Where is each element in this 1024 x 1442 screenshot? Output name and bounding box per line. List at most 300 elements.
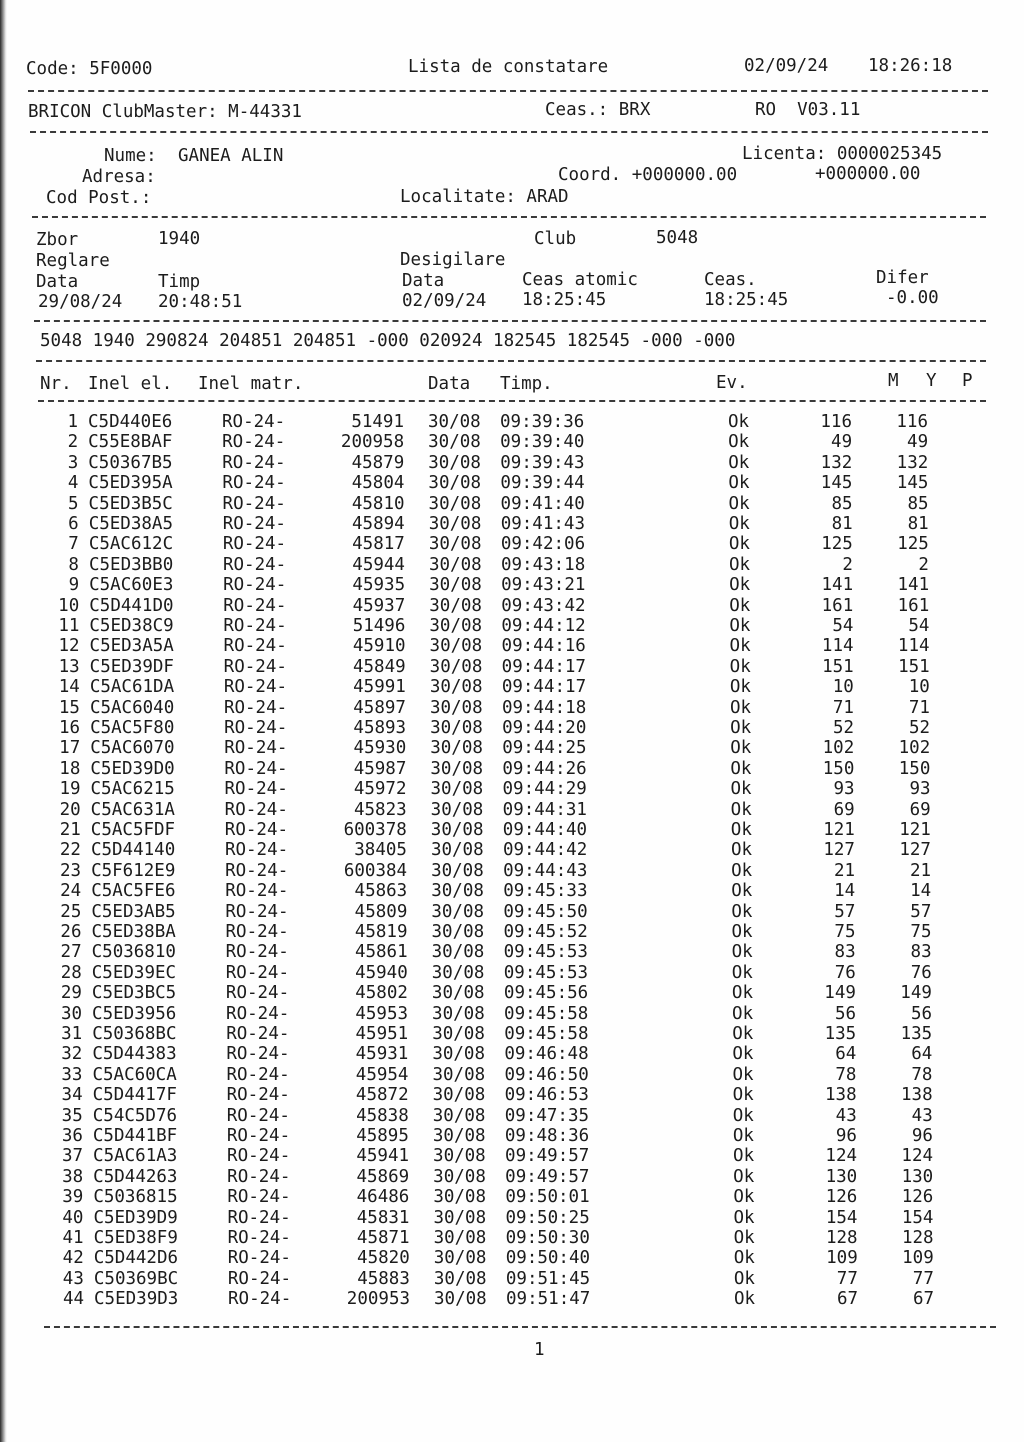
cell-y: 102: [898, 738, 931, 759]
cell-inel-matr-number: 45838: [356, 1105, 409, 1126]
cell-timp: 09:45:53: [503, 962, 589, 983]
cell-data: 30/08: [430, 840, 484, 861]
cell-m: 81: [831, 514, 853, 534]
cell-ev: Ok: [728, 473, 750, 494]
cell-nr: 29: [60, 983, 82, 1004]
difer-label: Difer: [876, 268, 929, 288]
cell-data: 30/08: [433, 1248, 487, 1269]
cell-nr: 22: [59, 840, 81, 861]
table-row: [0, 759, 1024, 779]
cell-inel-matr-number: 45872: [355, 1085, 409, 1106]
table-row: [0, 718, 1024, 738]
cell-inel-matr-prefix: RO-24-: [225, 922, 289, 942]
cell-y: 14: [910, 881, 932, 902]
cell-m: 14: [834, 881, 856, 902]
cell-inel-matr-number: 45937: [352, 595, 406, 616]
cod-post-label: Cod Post.:: [46, 188, 152, 208]
table-row: [0, 881, 1024, 901]
page-number: 1: [534, 1340, 545, 1360]
cell-nr: 39: [62, 1187, 84, 1208]
divider: [32, 216, 986, 218]
cell-m: 125: [821, 534, 853, 555]
cell-data: 30/08: [431, 922, 485, 942]
cell-timp: 09:44:17: [501, 656, 586, 677]
cell-timp: 09:44:43: [503, 860, 588, 881]
cell-ev: Ok: [730, 820, 752, 840]
cell-y: 54: [908, 616, 930, 636]
cell-nr: 34: [61, 1085, 83, 1106]
club-label: Club: [534, 229, 577, 249]
cell-data: 30/08: [431, 983, 485, 1004]
cell-ev: Ok: [731, 922, 753, 942]
cell-inel-matr-prefix: RO-24-: [223, 575, 287, 596]
cell-y: 127: [899, 840, 931, 861]
table-row: [0, 1208, 1024, 1228]
col-header-inel-el: Inel el.: [88, 374, 173, 394]
cell-inel-matr-prefix: RO-24-: [223, 636, 287, 657]
cell-ev: Ok: [729, 697, 752, 718]
cell-y: 138: [901, 1085, 933, 1106]
cell-nr: 18: [59, 758, 81, 779]
cell-inel-matr-prefix: RO-24-: [227, 1166, 291, 1187]
cell-data: 30/08: [431, 881, 484, 902]
cell-y: 150: [898, 758, 931, 779]
cell-ev: Ok: [731, 942, 753, 963]
cell-y: 83: [910, 942, 932, 963]
table-row: [0, 494, 1024, 514]
cell-inel-matr-prefix: RO-24-: [227, 1146, 291, 1167]
cell-inel-matr-number: 45809: [354, 901, 408, 922]
cell-m: 10: [832, 677, 854, 698]
col-header-inel-matr: Inel matr.: [198, 374, 304, 394]
table-row: [0, 1248, 1024, 1268]
ceas-label: Ceas.: [704, 270, 757, 290]
cell-m: 109: [826, 1248, 858, 1269]
cell-inel-matr-prefix: RO-24-: [226, 1064, 290, 1085]
cell-ev: Ok: [729, 595, 751, 616]
cell-inel-matr-number: 45863: [354, 881, 408, 902]
cell-data: 30/08: [428, 412, 481, 432]
cell-timp: 09:44:20: [502, 718, 587, 738]
cell-data: 30/08: [429, 677, 483, 698]
table-row: [0, 902, 1024, 922]
cell-inel-el: C5D440E6: [88, 412, 173, 432]
cell-inel-matr-number: 45871: [356, 1228, 410, 1248]
nume-label: Nume:: [104, 146, 157, 166]
cell-inel-matr-prefix: RO-24-: [225, 962, 289, 983]
cell-m: 43: [835, 1105, 857, 1126]
col-header-y: Y: [926, 371, 937, 391]
cell-ev: Ok: [728, 412, 750, 432]
cell-inel-matr-number: 45944: [352, 554, 405, 575]
cell-inel-matr-number: 45883: [357, 1268, 410, 1289]
cell-timp: 09:49:57: [505, 1166, 590, 1187]
cell-data: 30/08: [430, 799, 484, 820]
cell-inel-matr-prefix: RO-24-: [227, 1248, 291, 1269]
cell-inel-matr-prefix: RO-24-: [224, 840, 289, 861]
cell-inel-matr-prefix: RO-24-: [222, 473, 286, 494]
cell-inel-matr-prefix: RO-24-: [224, 718, 288, 738]
cell-timp: 09:44:18: [501, 697, 587, 718]
cell-data: 30/08: [432, 1085, 486, 1106]
cell-nr: 35: [61, 1105, 83, 1126]
cell-inel-matr-number: 45819: [354, 922, 408, 942]
cell-nr: 32: [61, 1044, 83, 1065]
cell-inel-matr-prefix: RO-24-: [224, 758, 288, 779]
licenta: Licenta: 0000025345: [742, 144, 943, 164]
adresa-label: Adresa:: [82, 167, 156, 187]
cell-m: 52: [833, 718, 855, 738]
cell-m: 96: [835, 1126, 857, 1146]
cell-nr: 24: [60, 881, 82, 902]
cell-y: 151: [898, 656, 930, 677]
cell-ev: Ok: [728, 452, 750, 473]
cell-m: 121: [823, 820, 855, 840]
cell-nr: 23: [60, 860, 82, 881]
cell-nr: 19: [59, 779, 81, 800]
cell-nr: 16: [59, 718, 81, 738]
cell-inel-matr-number: 45941: [356, 1146, 410, 1167]
cell-timp: 09:43:21: [501, 575, 586, 596]
cell-timp: 09:45:52: [503, 922, 588, 942]
cell-inel-el: C5AC60E3: [89, 575, 174, 596]
cell-data: 30/08: [431, 942, 485, 963]
table-row: [0, 1228, 1024, 1248]
cell-nr: 33: [61, 1064, 83, 1085]
cell-inel-el: C5D44383: [92, 1044, 177, 1065]
cell-ev: Ok: [733, 1146, 755, 1167]
cell-inel-matr-prefix: RO-24-: [225, 983, 290, 1004]
table-row: [0, 616, 1024, 636]
cell-data: 30/08: [429, 697, 483, 718]
cell-nr: 20: [59, 799, 81, 820]
table-row: [0, 514, 1024, 534]
cell-inel-matr-prefix: RO-24-: [223, 656, 287, 677]
cell-timp: 09:44:40: [502, 820, 588, 840]
cell-inel-el: C5D442D6: [93, 1248, 179, 1269]
nume-value: GANEA ALIN: [178, 146, 284, 166]
cell-inel-matr-prefix: RO-24-: [227, 1268, 292, 1289]
cell-inel-matr-number: 45991: [353, 677, 406, 698]
cell-inel-el: C5F612E9: [91, 860, 176, 881]
zbor-value: 1940: [158, 229, 201, 249]
cell-ev: Ok: [729, 616, 751, 636]
cell-data: 30/08: [429, 656, 483, 677]
cell-timp: 09:45:50: [503, 901, 588, 922]
firmware-version: RO V03.11: [755, 100, 861, 120]
cell-inel-matr-number: 45972: [353, 779, 407, 800]
cell-m: 116: [820, 412, 852, 432]
cell-m: 83: [834, 942, 856, 963]
table-row: [0, 983, 1024, 1003]
cell-m: 75: [834, 922, 856, 942]
cell-inel-matr-prefix: RO-24-: [224, 799, 288, 820]
cell-data: 30/08: [429, 595, 482, 616]
clock-id: Ceas.: BRX: [545, 100, 651, 120]
cell-inel-el: C5AC6070: [90, 738, 175, 759]
cell-ev: Ok: [730, 799, 752, 820]
cell-y: 141: [897, 575, 930, 596]
ceas-value: 18:25:45: [704, 290, 789, 310]
cell-m: 145: [820, 473, 853, 494]
divider: [36, 360, 986, 362]
col-header-p: P: [962, 371, 973, 391]
cell-timp: 09:44:17: [501, 677, 587, 698]
cell-m: 151: [822, 656, 854, 677]
cell-timp: 09:45:56: [503, 983, 589, 1004]
cell-inel-el: C5ED3BC5: [91, 983, 177, 1004]
cell-y: 71: [908, 697, 930, 718]
cell-ev: Ok: [728, 534, 750, 555]
cell-timp: 09:44:12: [501, 616, 586, 636]
cell-y: 81: [907, 514, 929, 534]
table-row: [0, 453, 1024, 473]
cell-inel-matr-number: 45954: [355, 1064, 409, 1085]
cell-inel-el: C5D441BF: [92, 1126, 178, 1146]
cell-ev: Ok: [732, 1024, 754, 1044]
cell-nr: 4: [67, 473, 79, 494]
cell-inel-matr-number: 45987: [353, 758, 407, 779]
cell-ev: Ok: [732, 1126, 754, 1146]
cell-inel-matr-number: 45869: [356, 1166, 410, 1187]
cell-inel-el: C5D44140: [90, 840, 176, 861]
cell-inel-matr-prefix: RO-24-: [223, 616, 287, 636]
cell-data: 30/08: [432, 1105, 486, 1126]
cell-timp: 09:49:57: [505, 1146, 590, 1167]
cell-nr: 27: [60, 942, 82, 963]
cell-inel-el: C50368BC: [92, 1024, 177, 1044]
table-row: [0, 596, 1024, 616]
code-label: Code: 5F0000: [26, 59, 153, 79]
cell-timp: 09:46:53: [504, 1085, 589, 1106]
cell-nr: 6: [68, 514, 79, 534]
table-row: [0, 1085, 1024, 1105]
cell-data: 30/08: [428, 452, 481, 473]
cell-inel-el: C50369BC: [93, 1268, 179, 1289]
cell-inel-matr-number: 200953: [346, 1289, 411, 1310]
cell-inel-el: C55E8BAF: [88, 432, 173, 453]
cell-ev: Ok: [733, 1207, 755, 1228]
divider: [38, 400, 986, 402]
header-time: 18:26:18: [868, 56, 953, 76]
cell-timp: 09:41:43: [500, 514, 585, 534]
cell-inel-matr-prefix: RO-24-: [223, 595, 287, 616]
cell-inel-matr-prefix: RO-24-: [224, 779, 288, 800]
cell-y: 121: [899, 820, 931, 840]
cell-inel-el: C5D44263: [93, 1166, 178, 1187]
cell-ev: Ok: [734, 1289, 756, 1310]
cell-data: 30/08: [433, 1146, 486, 1167]
cell-inel-el: C5036810: [91, 942, 176, 963]
cell-timp: 09:42:06: [500, 534, 586, 555]
cell-y: 132: [896, 452, 929, 473]
zbor-label: Zbor: [36, 230, 79, 250]
cell-timp: 09:51:47: [506, 1289, 591, 1310]
col-header-data: Data: [428, 374, 471, 394]
cell-nr: 42: [62, 1248, 84, 1269]
cell-inel-matr-number: 600384: [343, 860, 408, 881]
table-row: [0, 677, 1024, 697]
cell-inel-el: C5ED39EC: [91, 962, 177, 983]
cell-inel-matr-number: 45861: [354, 942, 408, 963]
cell-inel-matr-number: 51491: [351, 412, 404, 432]
cell-nr: 43: [62, 1268, 84, 1289]
cell-nr: 37: [61, 1146, 84, 1167]
table-row: [0, 636, 1024, 656]
cell-y: 85: [907, 493, 929, 514]
cell-y: 96: [911, 1126, 933, 1146]
table-row: [0, 473, 1024, 493]
cell-y: 125: [897, 534, 929, 555]
cell-inel-matr-number: 38405: [354, 840, 407, 861]
cell-y: 21: [910, 860, 932, 881]
cell-inel-el: C5ED3A5A: [89, 636, 174, 657]
table-row: [0, 1004, 1024, 1024]
cell-ev: Ok: [733, 1187, 755, 1208]
cell-timp: 09:39:44: [500, 473, 585, 494]
cell-timp: 09:48:36: [504, 1126, 590, 1146]
cell-timp: 09:51:45: [505, 1268, 591, 1289]
cell-nr: 14: [58, 677, 80, 698]
desigilare-label: Desigilare: [400, 250, 506, 270]
cell-timp: 09:46:50: [504, 1064, 589, 1085]
cell-inel-el: C5ED39D0: [90, 758, 175, 779]
cell-nr: 3: [67, 452, 79, 473]
cell-nr: 28: [60, 962, 82, 983]
cell-ev: Ok: [728, 493, 750, 514]
cell-timp: 09:44:29: [502, 779, 587, 800]
cell-inel-matr-prefix: RO-24-: [222, 554, 287, 575]
divider: [34, 320, 986, 322]
cell-nr: 7: [68, 534, 79, 555]
cell-y: 43: [911, 1105, 933, 1126]
cell-inel-matr-number: 45820: [357, 1248, 410, 1269]
cell-inel-matr-prefix: RO-24-: [223, 697, 288, 718]
cell-ev: Ok: [732, 1064, 754, 1085]
cell-nr: 41: [62, 1228, 84, 1248]
cell-nr: 1: [67, 412, 78, 432]
cell-inel-el: C5ED38C9: [89, 616, 174, 636]
cell-m: 93: [833, 779, 855, 800]
cell-inel-el: C54C5D76: [92, 1105, 178, 1126]
cell-ev: Ok: [733, 1268, 755, 1289]
cell-ev: Ok: [731, 860, 753, 881]
cell-ev: Ok: [730, 718, 752, 738]
reglare-label: Reglare: [36, 251, 110, 271]
cell-timp: 09:50:01: [505, 1187, 590, 1208]
cell-inel-el: C50367B5: [88, 452, 173, 473]
table-row: [0, 1269, 1024, 1289]
cell-data: 30/08: [433, 1187, 486, 1208]
cell-inel-el: C5AC61DA: [89, 677, 175, 698]
cell-timp: 09:45:33: [503, 881, 588, 902]
reglare-data: 29/08/24: [38, 292, 123, 312]
cell-inel-matr-number: 45894: [352, 514, 405, 534]
cell-y: 67: [912, 1289, 935, 1310]
cell-timp: 09:43:18: [500, 554, 586, 575]
cell-timp: 09:44:42: [502, 840, 588, 861]
cell-m: 154: [825, 1207, 858, 1228]
cell-nr: 5: [68, 493, 79, 514]
cell-inel-el: C5AC5FE6: [91, 881, 176, 902]
cell-m: 21: [834, 860, 856, 881]
cell-ev: Ok: [728, 432, 750, 453]
cell-inel-matr-prefix: RO-24-: [222, 412, 286, 432]
cell-nr: 9: [68, 575, 80, 596]
cell-inel-matr-number: 45897: [353, 697, 406, 718]
cell-timp: 09:41:40: [500, 493, 585, 514]
cell-inel-el: C5AC5F80: [90, 718, 175, 738]
cell-m: 150: [822, 758, 855, 779]
cell-data: 30/08: [428, 473, 482, 494]
table-row: [0, 800, 1024, 820]
cell-inel-matr-prefix: RO-24-: [222, 432, 286, 453]
cell-ev: Ok: [729, 656, 751, 677]
cell-m: 57: [834, 901, 856, 922]
cell-y: 69: [909, 799, 931, 820]
cell-inel-el: C5D441D0: [89, 595, 174, 616]
cell-data: 30/08: [433, 1268, 487, 1289]
cell-inel-matr-prefix: RO-24-: [222, 493, 286, 514]
table-row: [0, 534, 1024, 554]
cell-inel-matr-prefix: RO-24-: [223, 677, 288, 698]
cell-data: 30/08: [428, 554, 482, 575]
cell-m: 130: [825, 1166, 858, 1187]
cell-ev: Ok: [731, 901, 753, 922]
cell-data: 30/08: [432, 1064, 486, 1085]
cell-timp: 09:39:43: [500, 452, 585, 473]
cell-inel-matr-prefix: RO-24-: [222, 514, 286, 534]
cell-data: 30/08: [430, 779, 484, 800]
cell-nr: 40: [62, 1207, 84, 1228]
cell-ev: Ok: [731, 962, 753, 983]
cell-inel-matr-number: 45879: [351, 452, 405, 473]
ceas-atomic-value: 18:25:45: [522, 290, 607, 310]
cell-inel-matr-number: 45931: [355, 1044, 409, 1065]
cell-m: 78: [835, 1064, 857, 1085]
difer-value: -0.00: [886, 288, 939, 308]
cell-timp: 09:50:25: [505, 1207, 590, 1228]
cell-inel-el: C5AC612C: [88, 534, 174, 555]
club-master: BRICON ClubMaster: M-44331: [28, 102, 302, 122]
cell-data: 30/08: [429, 636, 483, 657]
table-row: [0, 963, 1024, 983]
cell-ev: Ok: [733, 1166, 755, 1187]
ceas-atomic-label: Ceas atomic: [522, 270, 638, 290]
cell-inel-el: C5ED38A5: [88, 514, 173, 534]
table-row: [0, 432, 1024, 452]
cell-inel-el: C5AC631A: [90, 799, 175, 820]
cell-inel-matr-prefix: RO-24-: [226, 1003, 290, 1024]
timp-label: Timp: [158, 272, 201, 292]
cell-m: 76: [834, 962, 856, 983]
cell-inel-matr-prefix: RO-24-: [226, 1044, 290, 1065]
cell-m: 135: [824, 1024, 857, 1044]
cell-nr: 12: [58, 636, 80, 657]
table-row: [0, 820, 1024, 840]
cell-data: 30/08: [431, 860, 484, 881]
cell-ev: Ok: [732, 1085, 754, 1106]
cell-y: 77: [912, 1268, 934, 1289]
cell-m: 124: [825, 1146, 858, 1167]
cell-inel-el: C5D4417F: [92, 1085, 177, 1106]
cell-y: 130: [901, 1166, 934, 1187]
table-row: [0, 1146, 1024, 1166]
cell-data: 30/08: [430, 718, 483, 738]
cell-y: 76: [910, 962, 932, 983]
table-row: [0, 779, 1024, 799]
cell-data: 30/08: [428, 493, 482, 514]
